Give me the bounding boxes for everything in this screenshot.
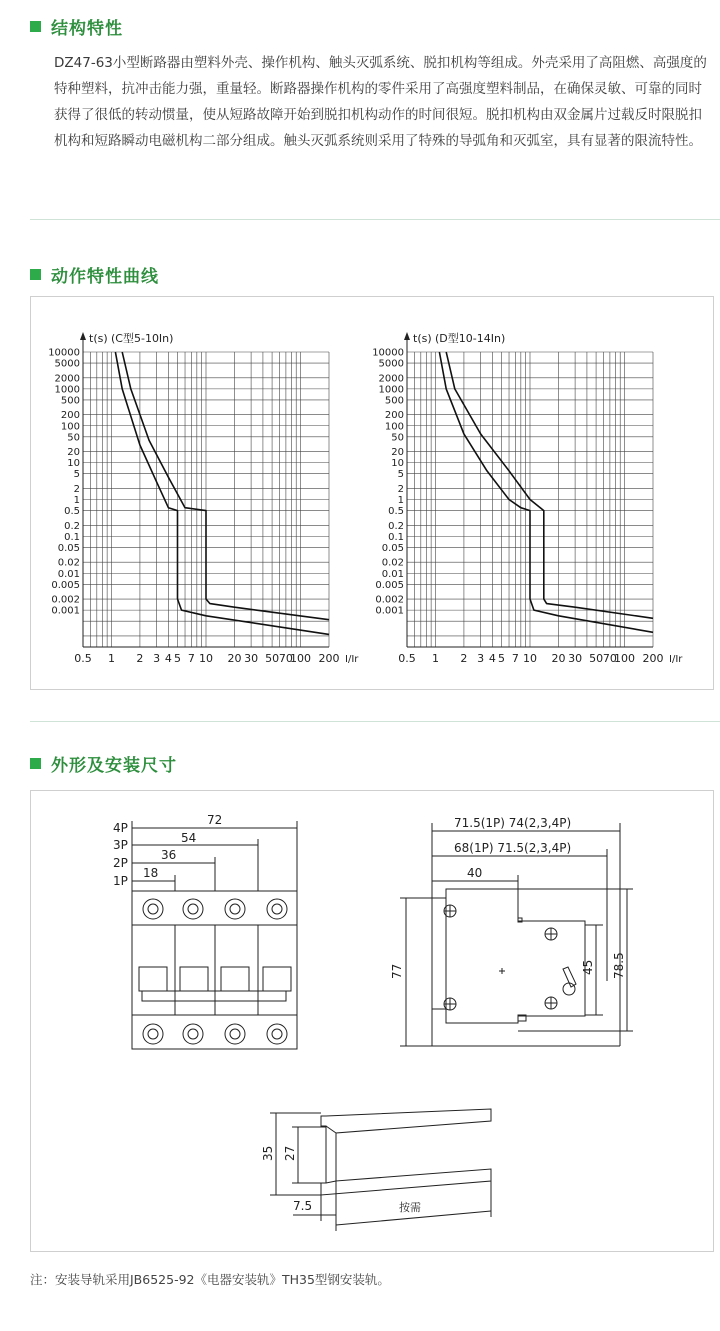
- structure-description: DZ47-63小型断路器由塑料外壳、操作机构、触头灭弧系统、脱扣机构等组成。外壳采用了高阻燃、高强度的特种塑料，抗冲击能力强，重量轻。断路器操作机构的零件采用了高强度塑料制品，在确保灵敏、可靠的同时获得了很低的转动惯量，使从短路故障开始到脱扣机构动作的时间很短。脱扣机构由双金属片过载反时限脱扣机构和短路瞬动电磁机构二部分组成。触头灭弧系统则采用了特殊的导弧角和灭弧室，具有显著的限流特性。: [54, 55, 707, 149]
- y-tick-label: 2000: [54, 373, 80, 385]
- x-tick-label: 1: [431, 652, 439, 665]
- y-tick-label: 0.002: [51, 594, 80, 606]
- dim-7-5: 7.5: [293, 1199, 313, 1213]
- section-curve-title: 动作特性曲线: [51, 267, 159, 287]
- x-tick-label: 100: [614, 652, 636, 665]
- x-tick-label: 5: [174, 652, 182, 665]
- curve-type-label: (C型5-10In): [111, 332, 174, 345]
- x-tick-label: 4: [488, 652, 496, 665]
- x-tick-label: 30: [568, 652, 583, 665]
- y-tick-label: 1000: [378, 384, 404, 396]
- section-structure-header: [30, 14, 123, 39]
- y-tick-label: 500: [384, 395, 404, 407]
- side-view-drawing: [400, 823, 633, 1046]
- y-tick-label: 0.002: [375, 594, 404, 606]
- y-tick-label: 200: [60, 410, 80, 422]
- x-tick-label: 50: [265, 652, 280, 665]
- breaker-handle: [263, 967, 291, 991]
- y-tick-label: 0.5: [64, 506, 80, 518]
- x-tick-label: 100: [290, 652, 312, 665]
- x-tick-label: 4: [164, 652, 172, 665]
- x-tick-label: 30: [244, 652, 259, 665]
- label-3p: 3P: [113, 838, 128, 852]
- y-tick-label: 5: [73, 469, 80, 481]
- y-axis-label: t(s): [89, 332, 108, 345]
- x-tick-label: 5: [498, 652, 506, 665]
- x-tick-label: 2: [136, 652, 144, 665]
- dim-78-5: 78.5: [612, 952, 626, 979]
- y-tick-label: 0.001: [375, 605, 404, 617]
- x-tick-label: 3: [153, 652, 161, 665]
- dim-45: 45: [581, 959, 595, 975]
- y-tick-label: 2: [397, 483, 404, 495]
- x-axis-label: I/Ir: [345, 654, 359, 665]
- rail-profile: [321, 1109, 491, 1195]
- section-dimension-header: [30, 751, 177, 776]
- dim-40: 40: [467, 866, 483, 880]
- y-tick-label: 2000: [378, 373, 404, 385]
- x-tick-label: 1: [107, 652, 115, 665]
- installation-note: 注：安装导轨采用JB6525-92《电器安装轨》TH35型钢安装轨。: [30, 1272, 390, 1287]
- label-1p: 1P: [113, 874, 128, 888]
- dimension-drawings: [31, 791, 713, 1251]
- y-tick-label: 10000: [48, 347, 80, 359]
- y-tick-label: 0.05: [57, 542, 80, 554]
- y-tick-label: 200: [384, 410, 404, 422]
- x-tick-label: 10: [199, 652, 213, 665]
- x-tick-label: 10: [523, 652, 537, 665]
- handle-tie-bar: [142, 991, 286, 1001]
- y-tick-label: 5000: [54, 358, 80, 370]
- dim-77: 77: [390, 963, 404, 979]
- divider: [30, 721, 720, 722]
- x-tick-label: 3: [477, 652, 485, 665]
- y-tick-label: 0.1: [64, 531, 80, 543]
- y-tick-label: 0.005: [51, 579, 80, 591]
- y-axis-arrow-icon: [80, 332, 86, 340]
- y-tick-label: 5000: [378, 358, 404, 370]
- y-tick-label: 20: [391, 447, 404, 459]
- x-tick-label: 70: [278, 652, 293, 665]
- dim-rail-depth: 68(1P) 71.5(2,3,4P): [454, 841, 572, 855]
- front-view-drawing: [132, 821, 297, 1049]
- breaker-handle: [180, 967, 208, 991]
- y-tick-label: 50: [391, 432, 404, 444]
- y-tick-label: 0.001: [51, 605, 80, 617]
- y-tick-label: 50: [67, 432, 80, 444]
- y-tick-label: 0.2: [388, 520, 404, 532]
- y-tick-label: 10: [67, 458, 80, 470]
- y-tick-label: 1: [397, 495, 404, 506]
- x-tick-label: 70: [602, 652, 617, 665]
- trip-curve-line: [122, 352, 329, 620]
- dimension-panel: [30, 790, 714, 1252]
- din-rail-labels: [261, 1146, 421, 1214]
- x-tick-label: 20: [551, 652, 566, 665]
- y-tick-label: 0.02: [57, 557, 80, 569]
- y-tick-label: 0.05: [381, 542, 404, 554]
- rail-length-label: 按需: [399, 1201, 421, 1214]
- section-dimension-title: 外形及安装尺寸: [51, 756, 177, 776]
- trip-curve-line: [115, 352, 329, 634]
- y-tick-label: 1000: [54, 384, 80, 396]
- y-tick-label: 0.02: [381, 557, 404, 569]
- trip-curve-line: [439, 352, 653, 632]
- y-tick-label: 0.2: [64, 520, 80, 532]
- y-tick-label: 500: [60, 395, 80, 407]
- y-axis-label: t(s): [413, 332, 432, 345]
- dim-72: 72: [207, 813, 223, 827]
- side-body-outline: [432, 889, 585, 1023]
- y-tick-label: 2: [73, 483, 80, 495]
- dim-overall-depth: 71.5(1P) 74(2,3,4P): [454, 816, 572, 830]
- x-axis-label: I/Ir: [669, 654, 683, 665]
- y-tick-label: 100: [60, 421, 80, 433]
- x-tick-label: 200: [642, 652, 664, 665]
- front-view-labels: [113, 813, 222, 888]
- y-tick-label: 10: [391, 458, 404, 470]
- dim-18: 18: [143, 866, 159, 880]
- x-tick-label: 7: [187, 652, 195, 665]
- y-tick-label: 0.01: [381, 568, 404, 580]
- dim-54: 54: [181, 831, 197, 845]
- label-4p: 4P: [113, 821, 128, 835]
- dim-36: 36: [161, 848, 177, 862]
- x-tick-label: 50: [589, 652, 604, 665]
- dim-27: 27: [283, 1145, 297, 1161]
- curve-panel: [30, 296, 714, 690]
- bullet-square-icon: [30, 21, 41, 32]
- y-tick-label: 1: [73, 495, 80, 506]
- label-2p: 2P: [113, 856, 128, 870]
- section-curve-header: [30, 262, 159, 287]
- x-tick-label: 200: [318, 652, 340, 665]
- trip-curve-charts: [31, 297, 713, 689]
- y-tick-label: 0.005: [375, 579, 404, 591]
- breaker-handle: [139, 967, 167, 991]
- bullet-square-icon: [30, 269, 41, 280]
- x-tick-label: 0.5: [74, 652, 92, 665]
- section-structure-title: 结构特性: [51, 19, 123, 39]
- y-tick-label: 20: [67, 447, 80, 459]
- x-tick-label: 2: [460, 652, 468, 665]
- y-tick-label: 100: [384, 421, 404, 433]
- y-tick-label: 0.5: [388, 506, 404, 518]
- y-tick-label: 10000: [372, 347, 404, 359]
- x-tick-label: 20: [227, 652, 242, 665]
- curve-type-label: (D型10-14In): [435, 332, 506, 345]
- y-tick-label: 5: [397, 469, 404, 481]
- breaker-handle: [221, 967, 249, 991]
- divider: [30, 219, 720, 220]
- x-tick-label: 0.5: [398, 652, 416, 665]
- y-axis-arrow-icon: [404, 332, 410, 340]
- y-tick-label: 0.01: [57, 568, 80, 580]
- x-tick-label: 7: [511, 652, 519, 665]
- y-tick-label: 0.1: [388, 531, 404, 543]
- trip-curve-line: [446, 352, 653, 618]
- dim-35: 35: [261, 1145, 275, 1161]
- bullet-square-icon: [30, 758, 41, 769]
